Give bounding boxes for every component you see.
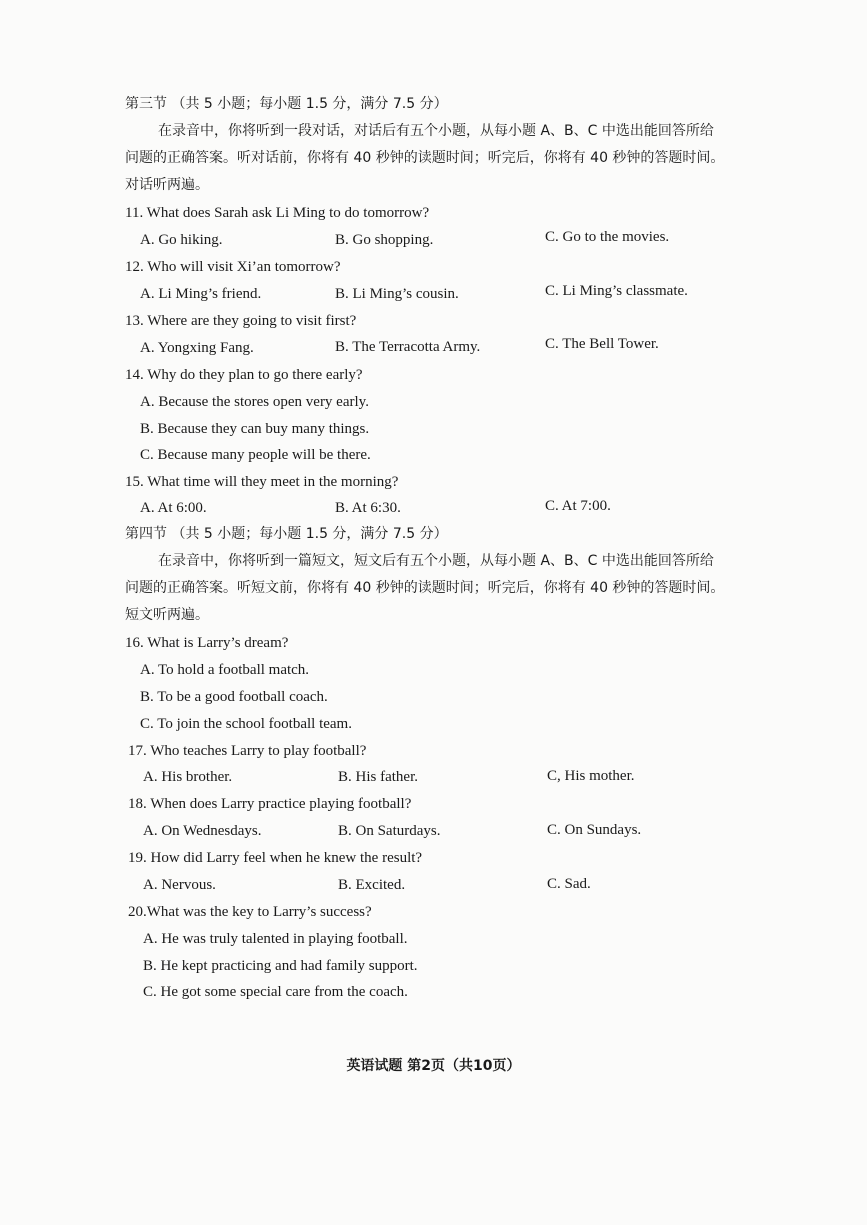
option-b: B. He kept practicing and had family support. <box>143 958 418 974</box>
option-c: C. Sad. <box>547 876 591 892</box>
option-a: A. His brother. <box>143 769 233 785</box>
option-a: A. Li Ming’s friend. <box>140 286 262 302</box>
option-b: B. At 6:30. <box>335 500 401 516</box>
question-stem: 19. How did Larry feel when he knew the result? <box>128 850 423 866</box>
option-c: C. The Bell Tower. <box>545 336 659 352</box>
option-b: B. His father. <box>338 769 418 785</box>
question-stem: 11. What does Sarah ask Li Ming to do tomorrow? <box>125 205 430 221</box>
option-c: C. On Sundays. <box>547 822 642 838</box>
option-a: A. He was truly talented in playing football. <box>143 931 408 947</box>
section3-intro-line: 在录音中，你将听到一段对话，对话后有五个小题，从每小题 A、B、C 中选出能回答所给 <box>158 123 714 139</box>
option-c: C, His mother. <box>547 768 635 784</box>
question-stem: 15. What time will they meet in the morning? <box>125 474 399 490</box>
section3-intro-line: 对话听两遍。 <box>125 177 209 193</box>
option-c: C. Li Ming’s classmate. <box>545 283 688 299</box>
option-b: B. Li Ming’s cousin. <box>335 286 459 302</box>
option-c: C. He got some special care from the coach. <box>143 984 408 1000</box>
option-b: B. On Saturdays. <box>338 823 441 839</box>
option-a: A. On Wednesdays. <box>143 823 262 839</box>
section4-intro-line: 短文听两遍。 <box>125 607 209 623</box>
question-stem: 17. Who teaches Larry to play football? <box>128 743 367 759</box>
section3-heading: 第三节 （共 5 小题；每小题 1.5 分，满分 7.5 分） <box>125 96 448 112</box>
section4-heading: 第四节 （共 5 小题；每小题 1.5 分，满分 7.5 分） <box>125 526 448 542</box>
question-stem: 20.What was the key to Larry’s success? <box>128 904 372 920</box>
question-stem: 18. When does Larry practice playing football? <box>128 796 412 812</box>
section4-intro-line: 问题的正确答案。听短文前，你将有 40 秒钟的读题时间；听完后，你将有 40 秒钟的答题时间。 <box>125 580 725 596</box>
option-b: B. Go shopping. <box>335 232 434 248</box>
section4-intro-line: 在录音中，你将听到一篇短文，短文后有五个小题，从每小题 A、B、C 中选出能回答所给 <box>158 553 714 569</box>
question-stem: 16. What is Larry’s dream? <box>125 635 289 651</box>
option-c: C. To join the school football team. <box>140 716 352 732</box>
option-b: B. Excited. <box>338 877 406 893</box>
page-footer: 英语试题 第2页（共10页） <box>346 1058 521 1074</box>
option-a: A. At 6:00. <box>140 500 207 516</box>
option-c: C. Go to the movies. <box>545 229 670 245</box>
question-stem: 12. Who will visit Xi’an tomorrow? <box>125 259 341 275</box>
option-a: A. Go hiking. <box>140 232 223 248</box>
option-b: B. Because they can buy many things. <box>140 421 370 437</box>
option-c: C. Because many people will be there. <box>140 447 371 463</box>
option-c: C. At 7:00. <box>545 498 611 514</box>
option-a: A. To hold a football match. <box>140 662 310 678</box>
section3-intro-line: 问题的正确答案。听对话前，你将有 40 秒钟的读题时间；听完后，你将有 40 秒钟的答题时间。 <box>125 150 725 166</box>
question-stem: 14. Why do they plan to go there early? <box>125 367 363 383</box>
option-b: B. The Terracotta Army. <box>335 339 481 355</box>
option-a: A. Nervous. <box>143 877 216 893</box>
option-a: A. Yongxing Fang. <box>140 340 254 356</box>
option-a: A. Because the stores open very early. <box>140 394 369 410</box>
option-b: B. To be a good football coach. <box>140 689 328 705</box>
question-stem: 13. Where are they going to visit first? <box>125 313 357 329</box>
